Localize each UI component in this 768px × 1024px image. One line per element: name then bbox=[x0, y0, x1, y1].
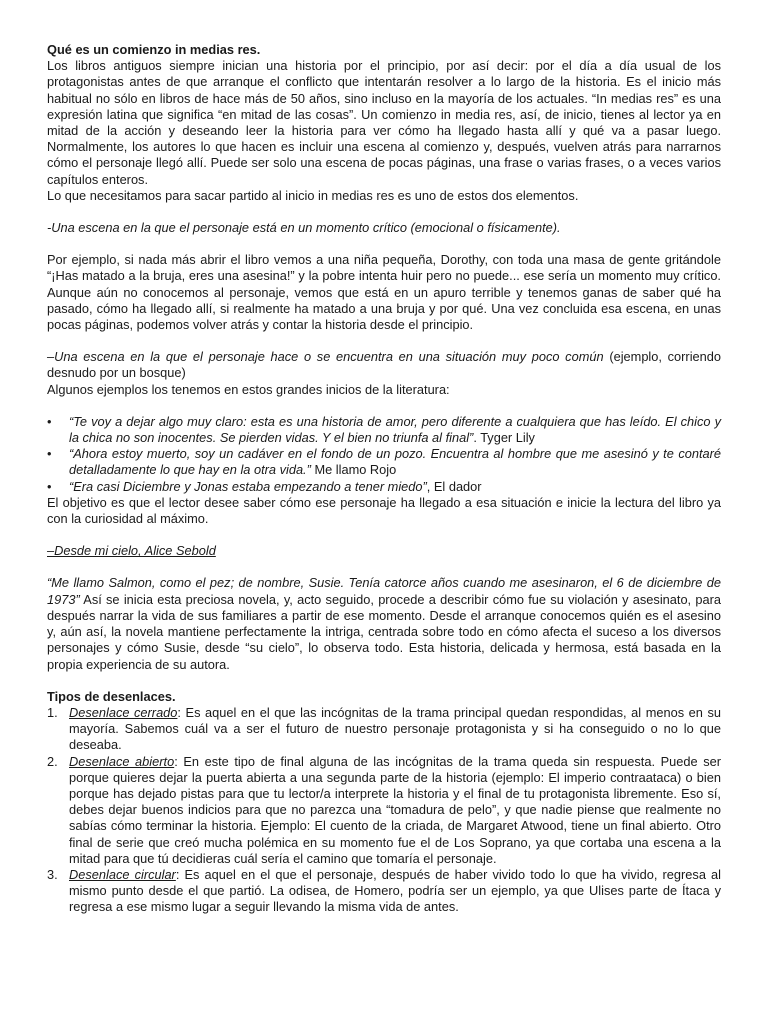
element-unusual-situation bbox=[47, 349, 721, 381]
list-number: 1. bbox=[47, 704, 58, 720]
list-item bbox=[47, 446, 721, 478]
list-item bbox=[47, 754, 721, 867]
element-critical-moment: -Una escena en la que el personaje está en un momento crítico (emocional o físicamente). bbox=[47, 220, 561, 236]
example-source: . Tyger Lily bbox=[473, 430, 535, 446]
example-quote: “Era casi Diciembre y Jonas estaba empezando a tener miedo” bbox=[69, 478, 427, 494]
examples-intro: Algunos ejemplos los tenemos en estos grandes inicios de la literatura: bbox=[47, 381, 450, 397]
list-item bbox=[47, 867, 721, 916]
example-source: Me llamo Rojo bbox=[310, 462, 397, 478]
desenlace-description: : En este tipo de final alguna de las incógnitas de la trama queda sin respuesta. Puede ser porque quieres dejar la puerta abierta a una segunda parte de la historia (ejemplo: El imperio contraataca) o bien porque has dejado pistas para que tu lector/a interprete la historia y el final de tu protagonista libremente. Eso sí, debes dejar buenos indicios para que no parezca una “tomadura de pelo”, y que nadie piense que realmente no sabías cómo terminar la historia. Ejemplo: El cuento de la criada, de Margaret Atwood, tiene un final abierto. Otro final de serie que creó mucha polémica en su momento fue el de Los Soprano, ya que cortaba una escena a la mitad para que tú decidieras cuál sería el camino que tomaría el personaje. bbox=[69, 753, 721, 866]
examples-list bbox=[47, 414, 721, 495]
desenlace-term: Desenlace cerrado bbox=[69, 704, 178, 720]
element-unusual-situation-italic: –Una escena en la que el personaje hace o se encuentra en una situación muy poco común bbox=[47, 349, 604, 365]
objective-paragraph: El objetivo es que el lector desee saber cómo ese personaje ha llegado a esa situación e inicie la lectura del libro ya con la curiosidad al máximo. bbox=[47, 494, 721, 527]
desenlaces-list bbox=[47, 705, 721, 916]
example-quote: “Ahora estoy muerto, soy un cadáver en el fondo de un pozo. Encuentra al hombre que me asesinó y te contaré detalladamente lo que hay en la otra vida.” bbox=[69, 446, 721, 478]
list-number: 2. bbox=[47, 753, 58, 769]
desenlace-description: : Es aquel en el que el personaje, después de haber vivido todo lo que ha vivido, regresa al mismo punto desde el que partió. La odisea, de Homero, podría ser un ejemplo, ya que Ulises parte de Ítaca y regresa a ese mismo lugar a seguir llevando la misma vida de antes. bbox=[69, 866, 722, 915]
list-item bbox=[47, 479, 721, 495]
sebold-commentary: Así se inicia esta preciosa novela, y, acto seguido, procede a describir cómo fue su violación y asesinato, para después narrar la vida de sus familiares a partir de ese momento. Desde el arranque conocemos quién es el asesino y, aún así, la novela mantiene perfectamente la intriga, centrada sobre todo en cómo afecta el suceso a los diversos personajes y cómo Susie, desde “su cielo”, lo observa todo. Esta historia, delicada y hermosa, está basada en la propia experiencia de su autora. bbox=[47, 591, 721, 672]
dorothy-example-paragraph: Por ejemplo, si nada más abrir el libro vemos a una niña pequeña, Dorothy, con toda una masa de gente gritándole “¡Has matado a la bruja, eres una asesina!” y la pobre intenta huir pero no puede... ese sería un momento muy crítico. Aunque aún no conocemos al personaje, vemos que está en un apuro terrible y tenemos ganas de saber qué ha pasado, cómo ha llegado allí, si realmente ha matado a una bruja y por qué. Una vez concluida esa escena, en unas pocas páginas, podemos volver atrás y contar la historia desde el principio. bbox=[47, 252, 721, 333]
list-number: 3. bbox=[47, 866, 58, 882]
list-item bbox=[47, 705, 721, 754]
example-source: , El dador bbox=[426, 478, 482, 494]
desenlace-term: Desenlace circular bbox=[69, 866, 176, 882]
sebold-paragraph bbox=[47, 575, 721, 672]
section-heading-in-medias-res: Qué es un comienzo in medias res. bbox=[47, 42, 261, 57]
sebold-quote: “Me llamo Salmon, como el pez; de nombre, Susie. Tenía catorce años cuando me asesinaron, el 6 de diciembre de 1973” bbox=[47, 575, 721, 607]
sebold-title: –Desde mi cielo, Alice Sebold bbox=[47, 543, 216, 559]
desenlace-description: : Es aquel en el que las incógnitas de la trama principal quedan respondidas, al menos en su mayoría. Sabemos cuál va a ser el futuro de nuestro personaje protagonista y si ha conseguido o no lo que deseaba. bbox=[69, 704, 721, 753]
desenlace-term: Desenlace abierto bbox=[69, 753, 175, 769]
example-quote: “Te voy a dejar algo muy claro: esta es una historia de amor, pero diferente a cualquiera que has leído. El chico y la chica no son inocentes. Se pierden vidas. Y el bien no triunfa al final” bbox=[69, 413, 721, 446]
list-item bbox=[47, 414, 721, 446]
bullet-marker: • bbox=[47, 446, 52, 462]
element-unusual-situation-note: (ejemplo, corriendo desnudo por un bosque) bbox=[47, 349, 722, 381]
section-heading-desenlaces: Tipos de desenlaces. bbox=[47, 688, 176, 704]
bullet-marker: • bbox=[47, 413, 52, 429]
intro-paragraph: Los libros antiguos siempre inician una historia por el principio, por así decir: por el día a día usual de los protagonistas antes de que arranque el conflicto que intentarán resolver a lo largo de la historia. Es el inicio más habitual no sólo en libros de hace más de 50 años, sino incluso en la mayoría de los actuales. “In medias res” es una expresión latina que significa “en mitad de las cosas”. Un comienzo in media res, así, de inicio, tienes al lector ya en mitad de la acción y deseando leer la historia para ver cómo ha llegado hasta allí y qué va a pasar luego. Normalmente, los autores lo que hacen es incluir una escena al comienzo y, después, vuelven atrás para narrarnos cómo el personaje llegó allí. Puede ser solo una escena de pocas páginas, una frase o varias frases, o a veces varios capítulos enteros. bbox=[47, 58, 721, 187]
bullet-marker: • bbox=[47, 478, 52, 494]
elements-intro-paragraph: Lo que necesitamos para sacar partido al inicio in medias res es uno de estos dos elementos. bbox=[47, 187, 579, 203]
